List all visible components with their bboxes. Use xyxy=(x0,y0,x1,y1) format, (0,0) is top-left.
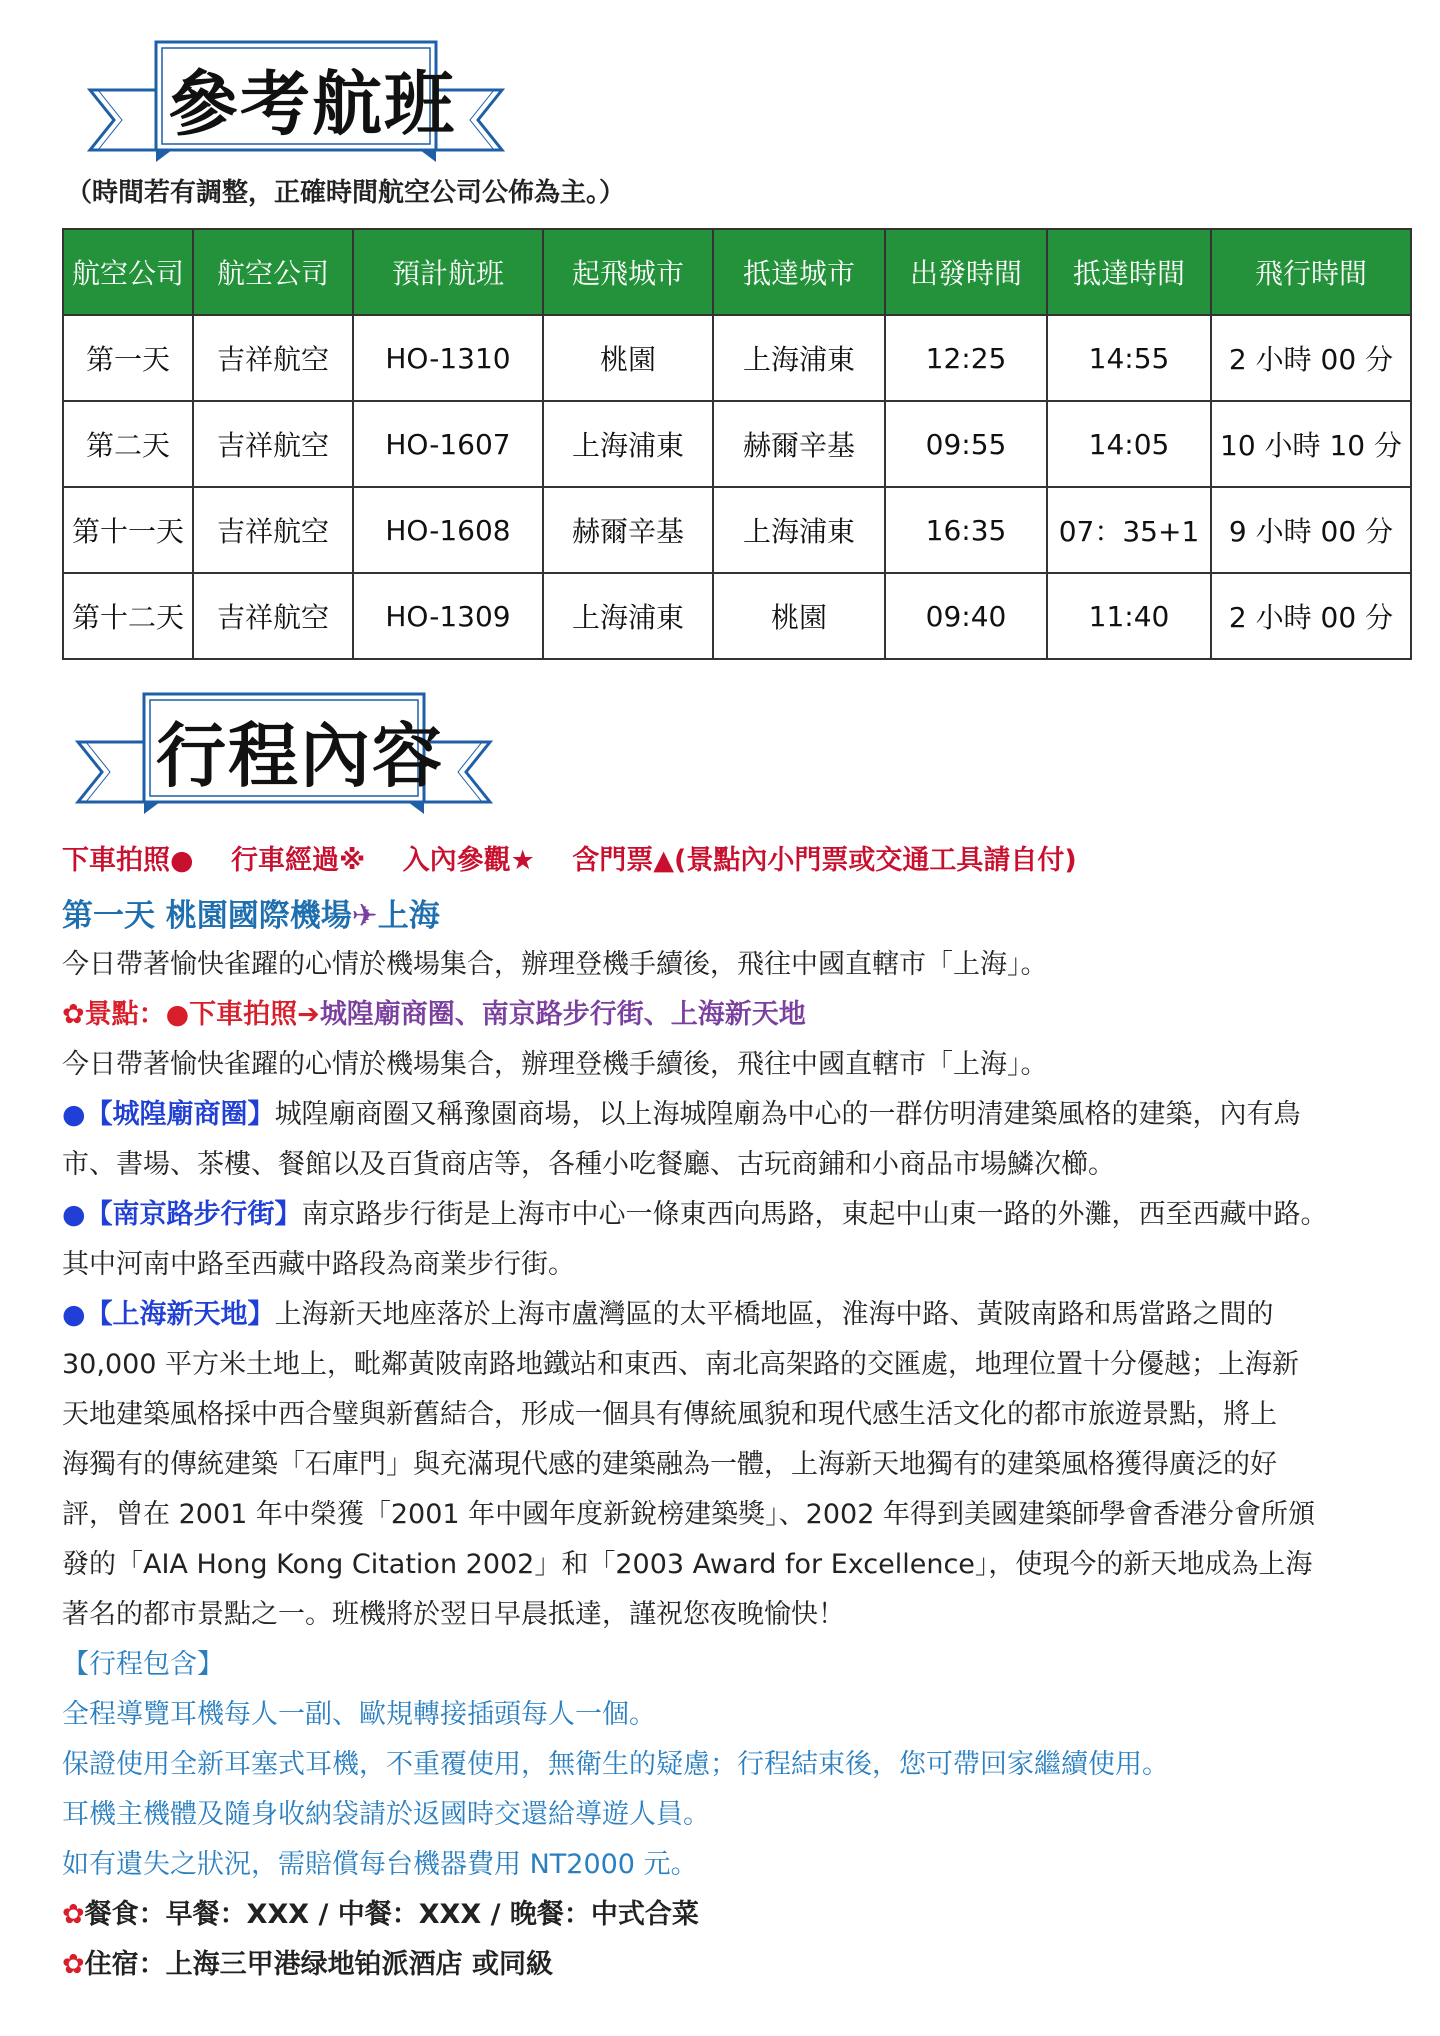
table-cell: 桃園 xyxy=(713,573,885,659)
sights-line xyxy=(62,990,1402,1040)
itinerary-banner xyxy=(74,690,494,820)
column-header: 航空公司 xyxy=(193,229,353,315)
table-cell: 上海浦東 xyxy=(543,573,713,659)
column-header: 起飛城市 xyxy=(543,229,713,315)
hotel-line xyxy=(62,1940,1402,1990)
table-cell: 09:55 xyxy=(885,401,1047,487)
table-cell: HO-1309 xyxy=(353,573,543,659)
table-cell: 赫爾辛基 xyxy=(543,487,713,573)
sight-text: 市、書場、茶樓、餐館以及百貨商店等，各種小吃餐廳、古玩商鋪和小商品市場鱗次櫛。 xyxy=(62,1149,1115,1180)
table-cell: 上海浦東 xyxy=(713,315,885,401)
intro-text-2: 今日帶著愉快雀躍的心情於機場集合，辦理登機手續後，飛往中國直轄市「上海」。 xyxy=(62,1049,1048,1080)
table-cell: 14:55 xyxy=(1047,315,1211,401)
include-item: 耳機主機體及隨身收納袋請於返國時交還給導遊人員。 xyxy=(62,1799,710,1830)
column-header: 預計航班 xyxy=(353,229,543,315)
day-title-destination: 上海 xyxy=(377,898,440,934)
day-title xyxy=(62,890,440,935)
bullet-icon: ● xyxy=(62,1299,86,1330)
intro-text: 今日帶著愉快雀躍的心情於機場集合，辦理登機手續後，飛往中國直轄市「上海」。 xyxy=(62,949,1048,980)
table-cell: 吉祥航空 xyxy=(193,573,353,659)
legend-enter: 入內參觀★ xyxy=(402,845,535,876)
table-cell: 12:25 xyxy=(885,315,1047,401)
table-row xyxy=(63,315,1411,401)
sights-label: 景點：●下車拍照➔ xyxy=(84,999,320,1030)
sight-name: 【南京路步行街】 xyxy=(85,1199,302,1230)
table-row xyxy=(63,573,1411,659)
legend xyxy=(62,838,1105,877)
table-cell: 16:35 xyxy=(885,487,1047,573)
include-item: 全程導覽耳機每人一副、歐規轉接插頭每人一個。 xyxy=(62,1699,656,1730)
legend-ticket: 含門票▲(景點內小門票或交通工具請自付) xyxy=(572,845,1077,876)
table-row xyxy=(63,401,1411,487)
sight-paragraph xyxy=(62,1190,1402,1240)
bullet-icon: ● xyxy=(62,1199,86,1230)
flights-banner xyxy=(86,38,506,168)
sight-name: 【上海新天地】 xyxy=(85,1299,275,1330)
table-cell: 第十二天 xyxy=(63,573,193,659)
table-cell: 07：35+1 xyxy=(1047,487,1211,573)
table-cell: HO-1607 xyxy=(353,401,543,487)
legend-passby: 行車經過※ xyxy=(230,845,366,876)
flights-banner-title: 參考航班 xyxy=(168,63,456,145)
plane-icon: ✈ xyxy=(351,898,378,934)
sight-paragraph xyxy=(62,1090,1402,1140)
sight-text: 海獨有的傳統建築「石庫門」與充滿現代感的建築融為一體，上海新天地獨有的建築風格獲得廣泛的好 xyxy=(62,1449,1277,1480)
sight-text: 南京路步行街是上海市中心一條東西向馬路，東起中山東一路的外灘，西至西藏中路。 xyxy=(301,1199,1328,1230)
table-cell: 第一天 xyxy=(63,315,193,401)
sight-text: 城隍廟商圈又稱豫園商場，以上海城隍廟為中心的一群仿明清建築風格的建築，內有鳥 xyxy=(274,1099,1301,1130)
column-header: 航空公司 xyxy=(63,229,193,315)
table-cell: HO-1608 xyxy=(353,487,543,573)
table-cell: 吉祥航空 xyxy=(193,401,353,487)
sight-text: 上海新天地座落於上海市盧灣區的太平橋地區，淮海中路、黃陂南路和馬當路之間的 xyxy=(274,1299,1274,1330)
table-cell: 第二天 xyxy=(63,401,193,487)
sight-text: 發的「AIA Hong Kong Citation 2002」和「2003 Award for Excellence」，使現今的新天地成為上海 xyxy=(62,1549,1313,1580)
table-cell: 9 小時 00 分 xyxy=(1211,487,1411,573)
table-cell: 上海浦東 xyxy=(543,401,713,487)
include-title: 【行程包含】 xyxy=(62,1649,224,1680)
column-header: 抵達時間 xyxy=(1047,229,1211,315)
table-cell: 赫爾辛基 xyxy=(713,401,885,487)
table-cell: 11:40 xyxy=(1047,573,1211,659)
hotel-text: 住宿：上海三甲港绿地铂派酒店 或同級 xyxy=(84,1949,554,1980)
table-cell: 2 小時 00 分 xyxy=(1211,315,1411,401)
day-title-text: 第一天 桃園國際機場 xyxy=(62,898,352,934)
include-item: 保證使用全新耳塞式耳機，不重覆使用，無衛生的疑慮；行程結束後，您可帶回家繼續使用。 xyxy=(62,1749,1169,1780)
sight-text: 天地建築風格採中西合璧與新舊結合，形成一個具有傳統風貌和現代感生活文化的都市旅遊景點，將上 xyxy=(62,1399,1277,1430)
table-cell: 第十一天 xyxy=(63,487,193,573)
itinerary-banner-title: 行程內容 xyxy=(156,715,444,797)
sight-paragraph xyxy=(62,1290,1402,1340)
sight-name: 【城隍廟商圈】 xyxy=(85,1099,275,1130)
flower-icon: ✿ xyxy=(62,999,85,1030)
table-cell: 10 小時 10 分 xyxy=(1211,401,1411,487)
column-header: 出發時間 xyxy=(885,229,1047,315)
table-cell: 09:40 xyxy=(885,573,1047,659)
table-cell: 吉祥航空 xyxy=(193,487,353,573)
table-cell: 桃園 xyxy=(543,315,713,401)
sight-text: 其中河南中路至西藏中路段為商業步行街。 xyxy=(62,1249,575,1280)
table-cell: 吉祥航空 xyxy=(193,315,353,401)
column-header: 飛行時間 xyxy=(1211,229,1411,315)
legend-photo: 下車拍照● xyxy=(62,845,194,876)
meals-text: 餐食：早餐：XXX / 中餐：XXX / 晚餐：中式合菜 xyxy=(84,1899,699,1930)
meals-line xyxy=(62,1890,1402,1940)
sights-list: 城隍廟商圈、南京路步行街、上海新天地 xyxy=(319,999,806,1030)
include-item: 如有遺失之狀況，需賠償每台機器費用 NT2000 元。 xyxy=(62,1849,698,1880)
flower-icon: ✿ xyxy=(62,1949,85,1980)
flower-icon: ✿ xyxy=(62,1899,85,1930)
flight-table xyxy=(62,228,1412,660)
table-cell: HO-1310 xyxy=(353,315,543,401)
table-header-row xyxy=(63,229,1411,315)
table-cell: 2 小時 00 分 xyxy=(1211,573,1411,659)
sight-text: 評，曾在 2001 年中榮獲「2001 年中國年度新銳榜建築獎」、2002 年得到美國建築師學會香港分會所頒 xyxy=(62,1499,1315,1530)
table-row xyxy=(63,487,1411,573)
sight-text: 著名的都市景點之一。班機將於翌日早晨抵達，謹祝您夜晚愉快！ xyxy=(62,1599,845,1630)
column-header: 抵達城市 xyxy=(713,229,885,315)
day-body xyxy=(62,940,1402,1990)
table-cell: 14:05 xyxy=(1047,401,1211,487)
schedule-note: （時間若有調整，正確時間航空公司公佈為主。） xyxy=(66,178,626,208)
sight-text: 30,000 平方米土地上，毗鄰黃陂南路地鐵站和東西、南北高架路的交匯處，地理位置十分優越；上海新 xyxy=(62,1349,1300,1380)
bullet-icon: ● xyxy=(62,1099,86,1130)
table-cell: 上海浦東 xyxy=(713,487,885,573)
